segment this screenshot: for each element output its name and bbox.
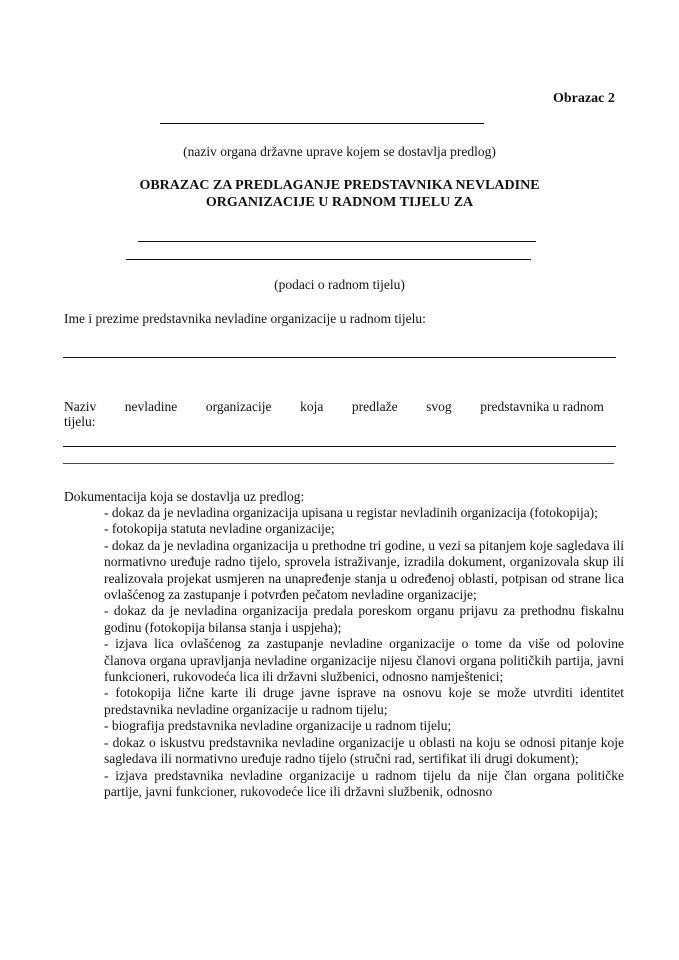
- working-body-line-1[interactable]: [138, 241, 536, 242]
- documentation-item: - biografija predstavnika nevladine organizacije u radnom tijelu;: [104, 718, 452, 734]
- label-word: svog: [426, 399, 452, 414]
- documentation-item: - fotokopija lične karte ili druge javne isprave na osnovu koje se može utvrditi identitet predstavnika nevladine organizacije u radnom tijelu;: [104, 685, 624, 717]
- working-body-line-2[interactable]: [126, 259, 531, 260]
- organization-name-line-1[interactable]: [63, 446, 616, 447]
- representative-name-line[interactable]: [63, 357, 616, 358]
- organization-name-label-row: [64, 399, 616, 414]
- form-number: Obrazac 2: [553, 91, 615, 106]
- recipient-organ-caption: (naziv organa državne uprave kojem se dostavlja predlog): [183, 144, 496, 159]
- label-word: organizacije: [205, 399, 272, 414]
- organization-name-label: [64, 399, 616, 429]
- organization-name-line-2[interactable]: [63, 463, 614, 464]
- documentation-item: - dokaz da je nevladina organizacija upisana u registar nevladinih organizacija (fotokopija);: [104, 505, 598, 520]
- label-word: predlaže: [351, 399, 398, 414]
- label-word: predstavnika u radnom: [480, 399, 604, 414]
- working-body-caption: (podaci o radnom tijelu): [274, 277, 405, 292]
- form-title-line1: OBRAZAC ZA PREDLAGANJE PREDSTAVNIKA NEVLADINE: [139, 178, 540, 193]
- form-title-line2: ORGANIZACIJE U RADNOM TIJELU ZA: [205, 195, 474, 210]
- documentation-item: - dokaz da je nevladina organizacija predala poreskom organu prijavu za prethodnu fiskalnu godinu (fotokopija bilansa stanja i uspjeha);: [104, 603, 624, 635]
- recipient-organ-line[interactable]: [160, 123, 484, 124]
- representative-name-label: Ime i prezime predstavnika nevladine organizacije u radnom tijelu:: [64, 311, 426, 326]
- documentation-heading: Dokumentacija koja se dostavlja uz predlog:: [64, 489, 305, 504]
- documentation-item: - dokaz o iskustvu predstavnika nevladine organizacije u oblasti na koju se odnosi pitanje koje sagledava ili normativno uređuje radno tijelo (stručni rad, sertifikat ili drugi dokument);: [104, 734, 624, 767]
- label-tail: tijelu:: [64, 414, 96, 429]
- documentation-item: - dokaz da je nevladina organizacija u prethodne tri godine, u vezi sa pitanjem koje sagledava ili normativno uređuje radno tijelo, sprovela istraživanje, izradila dokument, organizovala skup ili realizovala projekat usmjeren na unapređenje stanja u određenoj oblasti, potpisan od strane lica ovlašćenog za zastupanje i potvrđen pečatom nevladine organizacije;: [104, 537, 624, 603]
- documentation-list: [104, 505, 624, 800]
- label-word: Naziv: [64, 399, 97, 414]
- documentation-item: - izjava lica ovlašćenog za zastupanje nevladine organizacije o tome da više od polovine članova organa upravljanja nevladine organizacije nijesu članovi organa političkih partija, javni funkcioneri, rukovodeća lica ili državni službenici, odnosno namještenici;: [104, 636, 624, 685]
- label-word: koja: [300, 399, 324, 414]
- label-word: nevladine: [124, 399, 178, 414]
- documentation-item: - fotokopija statuta nevladine organizacije;: [104, 521, 335, 537]
- documentation-item: - izjava predstavnika nevladine organizacije u radnom tijelu da nije član organa političke partije, javni funkcioner, rukovodeće lice ili državni službenik, odnosno: [104, 767, 624, 799]
